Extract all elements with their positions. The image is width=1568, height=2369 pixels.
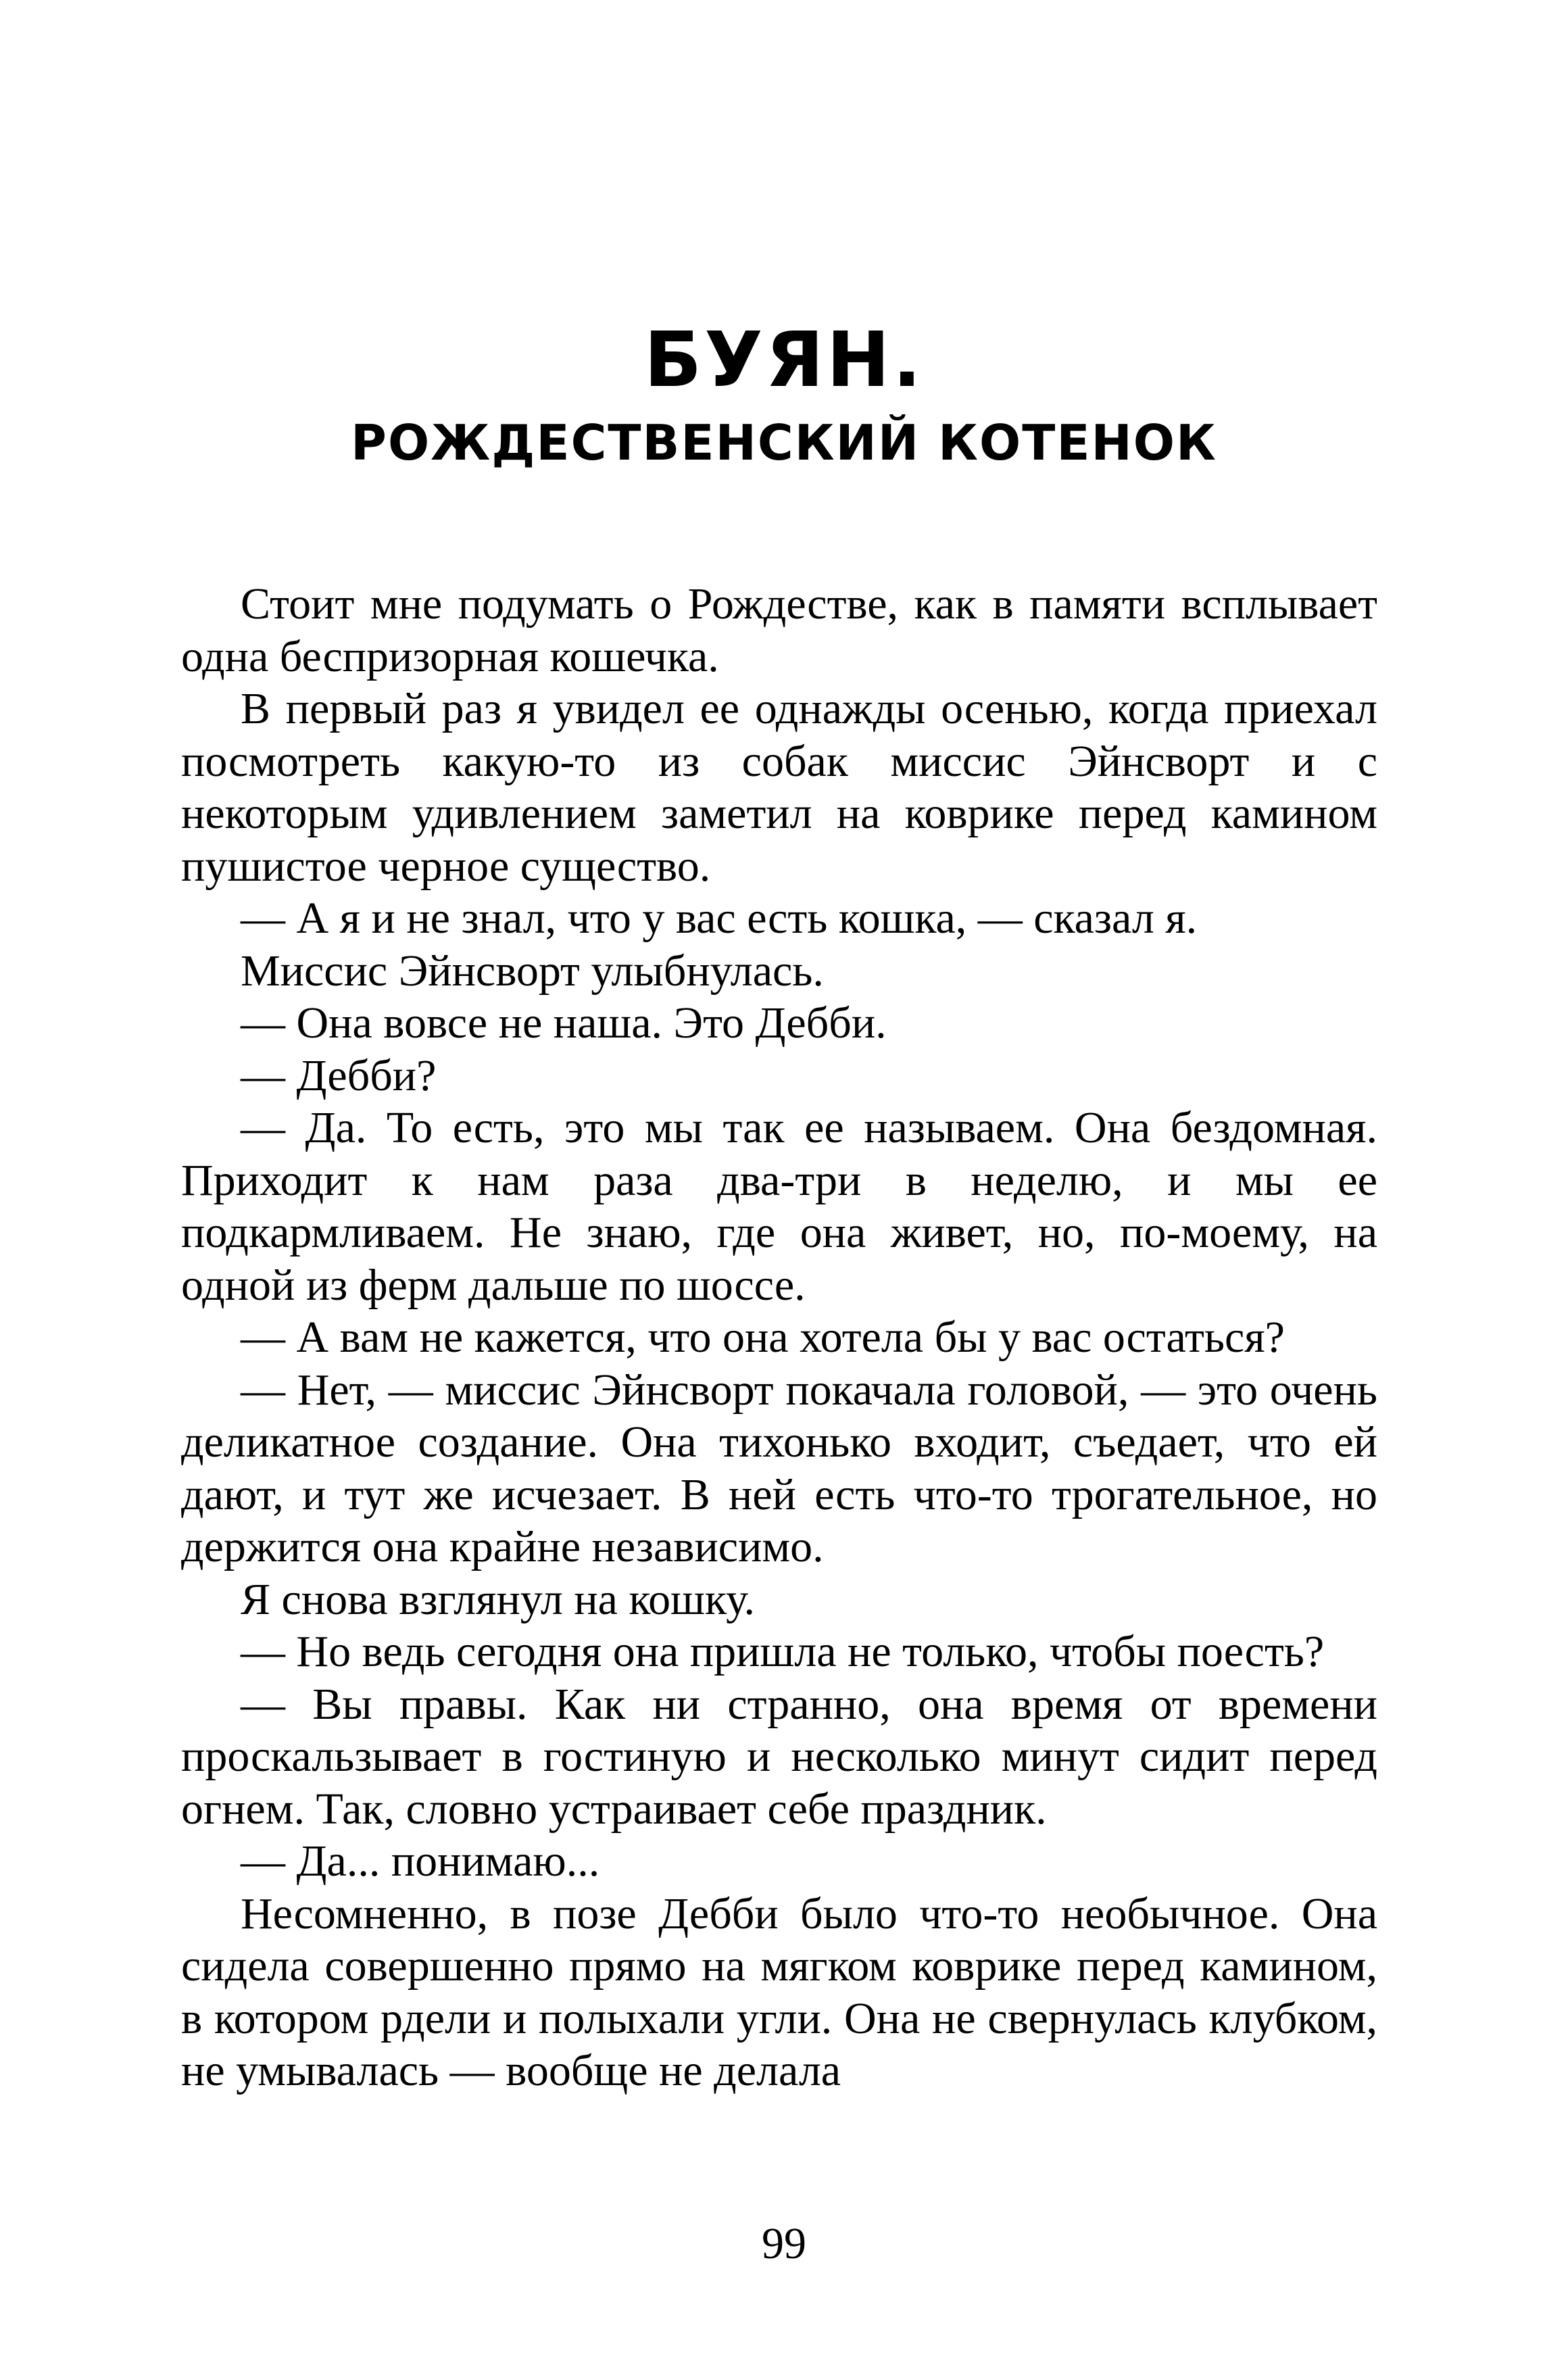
paragraph: — Вы правы. Как ни странно, она время от времени проскальзывает в гостиную и несколько минут сидит перед огнем. Так, словно устраивает себе праздник. (181, 1679, 1377, 1834)
chapter-title: БУЯН. (643, 316, 925, 404)
paragraph: — Нет, — миссис Эйнсворт покачала головой, — это очень деликатное создание. Она тихонько входит, съедает, что ей дают, и тут же исчезает. В ней есть что-то трогательное, но держится она крайне независимо. (181, 1365, 1377, 1571)
page-number: 99 (762, 2219, 806, 2268)
body-text (181, 578, 1377, 2097)
paragraph: — Дебби? (241, 1050, 437, 1100)
paragraph: — А вам не кажется, что она хотела бы у вас остаться? (241, 1313, 1285, 1362)
paragraph: — Да. То есть, это мы так ее называем. Она бездомная. Приходит к нам раза два-три в неделю, и мы ее подкармливаем. Не знаю, где она живет, но, по-моему, на одной из ферм дальше по шоссе. (181, 1103, 1377, 1310)
paragraph: Миссис Эйнсворт улыбнулась. (241, 946, 824, 996)
paragraph: — Да... понимаю... (241, 1836, 600, 1886)
chapter-subtitle: РОЖДЕСТВЕНСКИЙ КОТЕНОК (351, 414, 1217, 471)
paragraph: В первый раз я увидел ее однажды осенью, когда приехал посмотреть какую-то из собак миссис Эйнсворт и с некоторым удивлением заметил на коврике перед камином пушистое черное существо. (181, 684, 1377, 891)
paragraph: Несомненно, в позе Дебби было что-то необычное. Она сидела совершенно прямо на мягком коврике перед камином, в котором рдели и полыхали угли. Она не свернулась клубком, не умывалась — вообще не делала (181, 1888, 1377, 2095)
paragraph: Стоит мне подумать о Рождестве, как в памяти всплывает одна беспризорная кошечка. (181, 579, 1377, 681)
paragraph: — Но ведь сегодня она пришла не только, чтобы поесть? (241, 1627, 1325, 1676)
paragraph: Я снова взглянул на кошку. (241, 1574, 755, 1624)
paragraph: — А я и не знал, что у вас есть кошка, — сказал я. (241, 894, 1198, 943)
paragraph: — Она вовсе не наша. Это Дебби. (241, 998, 887, 1048)
